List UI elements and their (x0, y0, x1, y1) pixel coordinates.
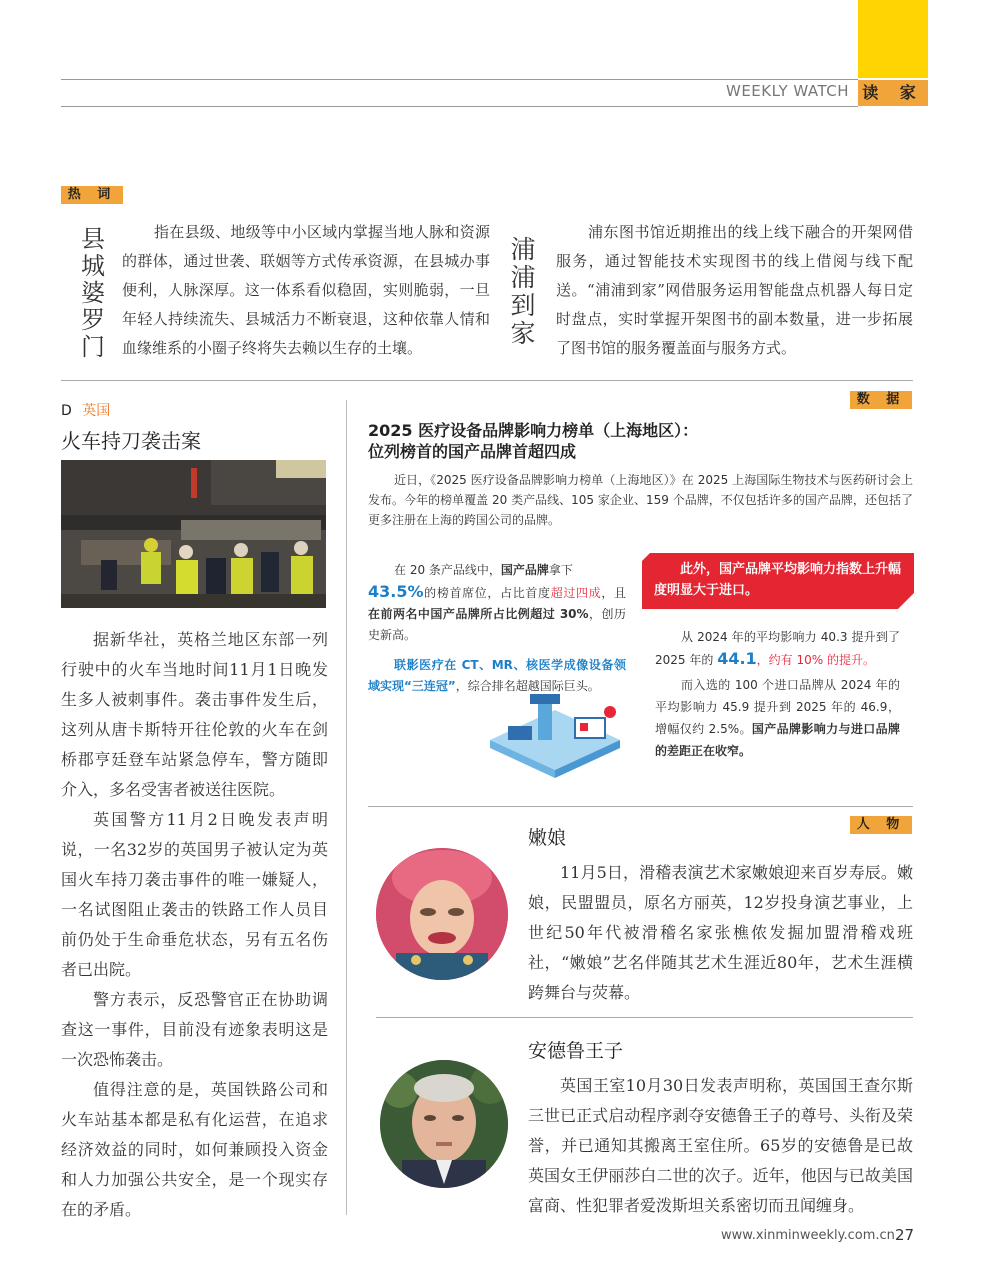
big-figure-44-1: 44.1 (717, 649, 757, 668)
uk-country: 英国 (82, 403, 111, 419)
uk-article (61, 625, 328, 1225)
data-title-line2: 位列榜首的国产品牌首超四成 (368, 442, 577, 461)
people-divider (368, 806, 913, 807)
train-attack-photo (61, 460, 326, 608)
person-paragraph: 11月5日，滑稽表演艺术家嫩娘迎来百岁寿辰。嫩娘，民盟盟员，原名方丽英，12岁投身演艺事业，上世纪50年代被滑稽名家张樵侬发掘加盟滑稽戏班社，“嫩娘”艺名伴随其艺术生涯近80年，艺术生涯横跨舞台与荧幕。 (528, 863, 913, 1002)
header-rule-top (61, 79, 858, 80)
data-left-text: ，综合排名超越国际巨头。 (455, 679, 600, 693)
header-color-block (858, 0, 928, 78)
person-paragraph: 英国王室10月30日发表声明称，英国国王查尔斯三世已正式启动程序剥夺安德鲁王子的尊号、头衔及荣誉，并已通知其搬离王室住所。65岁的安德鲁是已故英国女王伊丽莎白二世的次子。近年，他因与已故美国富商、性犯罪者爱泼斯坦关系密切而丑闻缠身。 (528, 1076, 913, 1215)
data-left-blue: 联影医疗在 CT、MR、核医学成像设备领域实现“三连冠” (368, 658, 626, 693)
data-left-text: ，且 (601, 586, 626, 600)
page-number: 27 (895, 1226, 915, 1244)
data-title-line1: 2025 医疗设备品牌影响力榜单（上海地区）： (368, 421, 699, 440)
uk-paragraph: 据新华社，英格兰地区东部一列行驶中的火车当地时间11月1日晚发生多人被刺事件。袭击事件发生后，这列从唐卡斯特开往伦敦的火车在剑桥郡亨廷登车站紧急停车，警方随即介入，多名受害者被送往医院。 (61, 630, 328, 799)
person-text-andrew (528, 1071, 913, 1221)
uk-paragraph: 英国警方11月2日晚发表声明说，一名32岁的英国男子被认定为英国火车持刀袭击事件的唯一嫌疑人，一名试图阻止袭击的铁路工作人员目前仍处于生命垂危状态，另有五名伤者已出院。 (61, 810, 328, 979)
person-name-andrew: 安德鲁王子 (528, 1040, 624, 1062)
data-left-text: ，创历史新高。 (368, 607, 626, 642)
data-left-text: 的榜首席位，占比首度 (423, 586, 551, 600)
portrait-andrew (380, 1060, 508, 1188)
uk-section-label (61, 400, 110, 420)
uk-title: 火车持刀袭击案 (61, 429, 201, 453)
data-left-text: 拿下 (548, 563, 573, 577)
data-left-text: 在 20 条产品线中， (394, 563, 501, 577)
data-intro: 近日，《2025 医疗设备品牌影响力榜单（上海地区）》在 2025 上海国际生物技术与医药研讨会上发布。今年的榜单覆盖 20 类产品线、105 家企业、159 个品牌，不仅包括许多的国产品牌，还包括了更多注册在上海的跨国公司的品牌。 (368, 473, 913, 527)
data-right-text: 而入选的 100 个进口品牌从 2024 年的平均影响力 45.9 提升到 2025 年的 46.9，增幅仅约 2.5%。 (655, 678, 900, 736)
person-name-nenniang: 嫩娘 (528, 827, 567, 849)
data-left-red: 超过四成 (550, 586, 602, 600)
portrait-nenniang (376, 848, 508, 980)
medical-device-illustration (480, 690, 630, 778)
section-divider (61, 380, 913, 381)
train-attack-photo-graphic (61, 460, 326, 608)
header-section-tag: 读 家 (858, 80, 928, 106)
people-inner-divider (376, 1017, 913, 1018)
data-right-block (655, 626, 900, 671)
hotword-text-left: 指在县级、地级等中小区域内掌握当地人脉和资源的群体，通过世袭、联姻等方式传承资源，在县城办事便利，人脉深厚。这一体系看似稳固，实则脆弱，一旦年轻人持续流失、县城活力不断衰退，这种依靠人情和血缘维系的小圈子终将失去赖以生存的土壤。 (122, 223, 490, 357)
column-divider (346, 400, 347, 1215)
data-left-bold: 国产品牌 (500, 563, 549, 577)
hotword-text-right: 浦东图书馆近期推出的线上线下融合的开架网借服务，通过智能技术实现图书的线上借阅与线下配送。“浦浦到家”网借服务运用智能盘点机器人每日定时盘点，实时掌握开架图书的副本数量，进一步拓展了图书馆的服务覆盖面与服务方式。 (556, 223, 913, 357)
people-tag: 人 物 (850, 816, 912, 834)
portrait-nenniang-graphic (376, 848, 508, 980)
data-left-bold: 在前两名中国产品牌所占比例超过 30% (368, 607, 589, 621)
big-figure-43-5: 43.5% (368, 582, 424, 601)
uk-letter: D (61, 403, 72, 419)
person-text-nenniang (528, 858, 913, 1008)
header-weekly-watch: WEEKLY WATCH (726, 82, 850, 100)
uk-paragraph: 警方表示，反恐警官正在协助调查这一事件，目前没有迹象表明这是一次恐怖袭击。 (61, 990, 328, 1069)
header-rule-bottom (61, 106, 858, 107)
data-left-block (368, 560, 626, 646)
portrait-andrew-graphic (380, 1060, 508, 1188)
data-right-bold: 国产品牌影响力与进口品牌的差距正在收窄。 (655, 722, 900, 758)
hotwords-tag: 热 词 (61, 186, 123, 204)
data-tag: 数 据 (850, 391, 912, 409)
data-right-text: 从 2024 年的平均影响力 40.3 提升到了 2025 年的 (655, 630, 900, 667)
hotword-title-right: 浦浦到家 (510, 235, 536, 348)
uk-paragraph: 值得注意的是，英国铁路公司和火车站基本都是私有化运营，在追求经济效益的同时，如何兼顾投入资金和人力加强公共安全，是一个现实存在的矛盾。 (61, 1080, 328, 1219)
footer-url[interactable]: www.xinminweekly.com.cn (721, 1228, 895, 1243)
red-banner-text: 此外，国产品牌平均影响力指数上升幅度明显大于进口。 (654, 562, 902, 598)
data-right-block-2 (655, 674, 900, 762)
data-red-banner (642, 553, 914, 609)
hotword-title-left: 县城婆罗门 (81, 225, 105, 361)
medical-device-icon (480, 690, 630, 778)
data-right-red: ，约有 10% 的提升。 (756, 653, 875, 667)
data-title (368, 420, 698, 462)
